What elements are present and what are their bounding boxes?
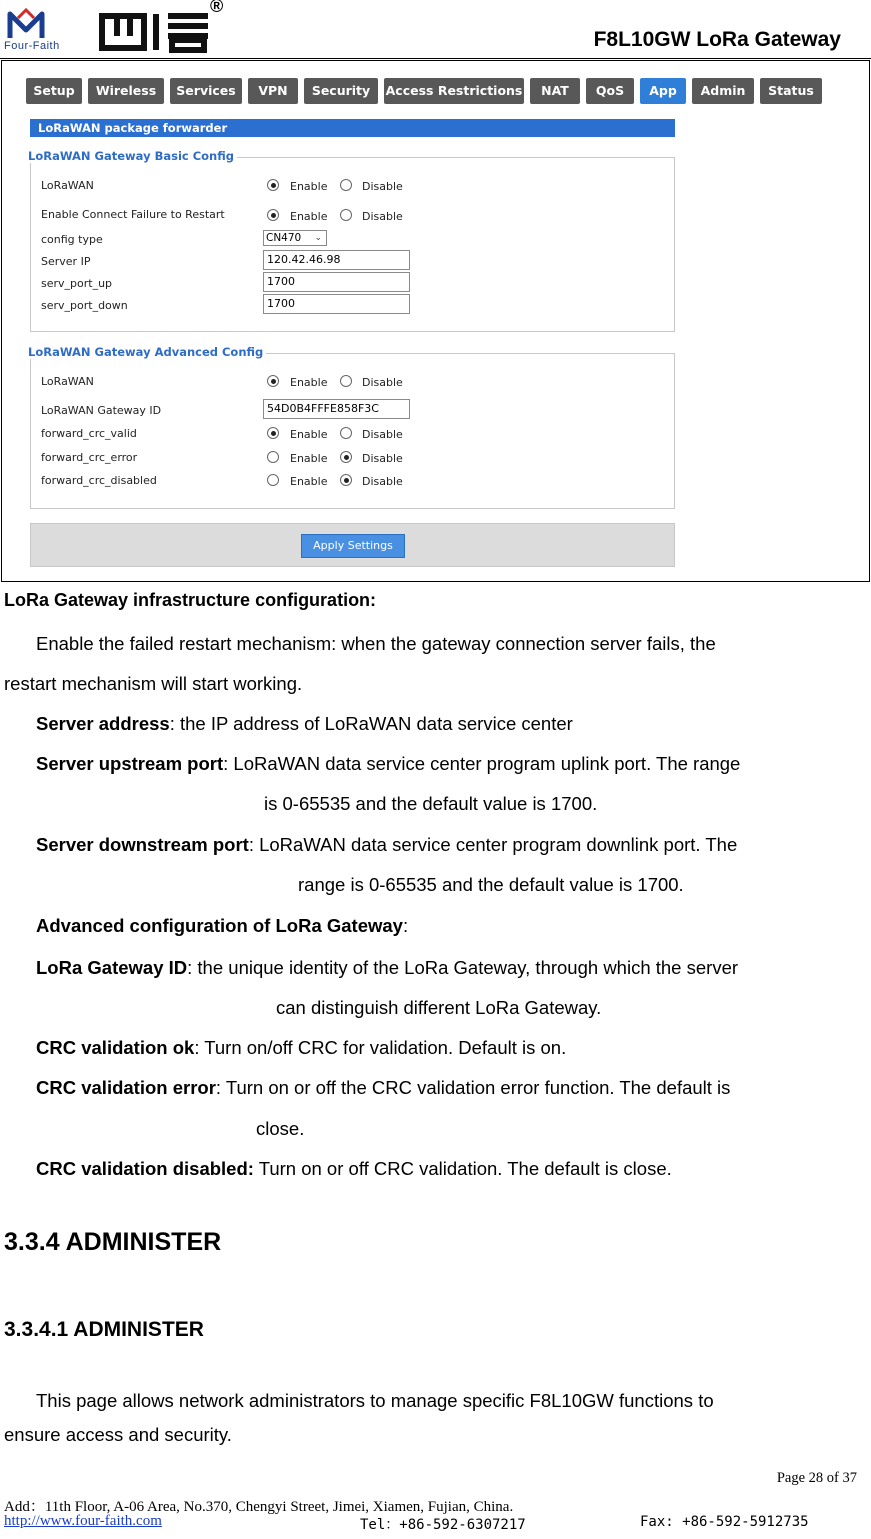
row-label: serv_port_down xyxy=(41,299,128,312)
basic-config-fieldset xyxy=(28,149,675,332)
row-label: forward_crc_disabled xyxy=(41,474,157,487)
disable-label: Disable xyxy=(362,376,403,389)
package-title: LoRaWAN package forwarder xyxy=(30,119,675,137)
description: : Turn on/off CRC for validation. Default is on. xyxy=(194,1037,567,1058)
paragraph-line: ensure access and security. xyxy=(4,1424,232,1445)
disable-label: Disable xyxy=(362,428,403,441)
crc-error-item xyxy=(36,1077,730,1099)
advanced-config-legend: LoRaWAN Gateway Advanced Config xyxy=(25,345,266,359)
term: Server upstream port xyxy=(36,753,224,774)
tab-wireless[interactable]: Wireless xyxy=(88,78,164,104)
section-heading: LoRa Gateway infrastructure configuration: xyxy=(4,590,377,610)
enable-label: Enable xyxy=(290,475,328,488)
description: : LoRaWAN data service center program downlink port. The xyxy=(248,834,738,855)
heading-3-3-4: 3.3.4 ADMINISTER xyxy=(4,1228,222,1256)
advanced-config-fieldset xyxy=(28,345,675,509)
tab-vpn[interactable]: VPN xyxy=(248,78,298,104)
crc-error-enable-radio[interactable] xyxy=(267,451,279,463)
term: CRC validation error xyxy=(36,1077,216,1098)
crc-error-disable-radio[interactable] xyxy=(340,451,352,463)
paragraph-line: is 0-65535 and the default value is 1700. xyxy=(264,793,598,814)
serv-port-down-input[interactable]: 1700 xyxy=(263,294,410,314)
apply-settings-button[interactable]: Apply Settings xyxy=(301,534,405,558)
crc-disabled-item xyxy=(36,1158,672,1180)
paragraph-line: restart mechanism will start working. xyxy=(4,673,303,694)
tab-app[interactable]: App xyxy=(640,78,686,104)
tab-services[interactable]: Services xyxy=(170,78,242,104)
heading-3-3-4-1: 3.3.4.1 ADMINISTER xyxy=(4,1318,204,1341)
config-type-select[interactable] xyxy=(263,230,327,246)
row-label: config type xyxy=(41,233,103,246)
ui-screenshot xyxy=(1,60,870,582)
footer-fax: Fax: +86-592-5912735 xyxy=(640,1514,809,1530)
enable-label: Enable xyxy=(290,210,328,223)
lorawan-enable-radio[interactable] xyxy=(267,179,279,191)
page-number: Page 28 of 37 xyxy=(776,1470,857,1486)
restart-disable-radio[interactable] xyxy=(340,209,352,221)
gateway-id-input[interactable]: 54D0B4FFFE858F3C xyxy=(263,399,410,419)
enable-label: Enable xyxy=(290,180,328,193)
footer-tel: Tel：+86-592-6307217 xyxy=(360,1517,526,1533)
paragraph-line: can distinguish different LoRa Gateway. xyxy=(276,997,602,1018)
disable-label: Disable xyxy=(362,452,403,465)
term: Advanced configuration of LoRa Gateway xyxy=(36,915,403,936)
description: Turn on or off CRC validation. The default is close. xyxy=(253,1158,672,1179)
enable-label: Enable xyxy=(290,428,328,441)
server-ip-input[interactable]: 120.42.46.98 xyxy=(263,250,410,270)
crc-valid-enable-radio[interactable] xyxy=(267,427,279,439)
crc-disabled-enable-radio[interactable] xyxy=(267,474,279,486)
tab-status[interactable]: Status xyxy=(760,78,822,104)
serv-port-up-input[interactable]: 1700 xyxy=(263,272,410,292)
row-label: serv_port_up xyxy=(41,277,113,290)
row-label: forward_crc_valid xyxy=(41,427,137,440)
enable-label: Enable xyxy=(290,376,328,389)
tab-security[interactable]: Security xyxy=(304,78,378,104)
row-label: LoRaWAN xyxy=(41,179,94,192)
tab-access-restrictions[interactable]: Access Restrictions xyxy=(384,78,524,104)
document-title: F8L10GW LoRa Gateway xyxy=(593,28,841,51)
downstream-item xyxy=(36,834,737,856)
term: Server address xyxy=(36,713,170,734)
row-label: forward_crc_error xyxy=(41,451,138,464)
crc-ok-item xyxy=(36,1037,566,1059)
gateway-id-item xyxy=(36,957,738,979)
upstream-item xyxy=(36,753,740,775)
description: : the unique identity of the LoRa Gateway, through which the server xyxy=(187,957,739,978)
term: CRC validation disabled: xyxy=(36,1158,254,1179)
crc-valid-disable-radio[interactable] xyxy=(340,427,352,439)
description: : the IP address of LoRaWAN data service center xyxy=(169,713,573,734)
website-link[interactable]: http://www.four-faith.com xyxy=(4,1513,162,1529)
apply-bar xyxy=(30,523,675,567)
tab-nat[interactable]: NAT xyxy=(530,78,580,104)
row-label: Enable Connect Failure to Restart xyxy=(41,208,225,221)
disable-label: Disable xyxy=(362,475,403,488)
row-label: LoRaWAN xyxy=(41,375,94,388)
tab-setup[interactable]: Setup xyxy=(26,78,82,104)
restart-enable-radio[interactable] xyxy=(267,209,279,221)
term: LoRa Gateway ID xyxy=(36,957,188,978)
chevron-down-icon: ⌄ xyxy=(314,233,322,243)
adv-lorawan-disable-radio[interactable] xyxy=(340,375,352,387)
term: CRC validation ok xyxy=(36,1037,195,1058)
crc-disabled-disable-radio[interactable] xyxy=(340,474,352,486)
brand-name-en: Four-Faith xyxy=(4,40,60,52)
basic-config-legend: LoRaWAN Gateway Basic Config xyxy=(25,149,237,163)
adv-lorawan-enable-radio[interactable] xyxy=(267,375,279,387)
config-type-value: CN470 xyxy=(266,232,302,244)
paragraph-line: Enable the failed restart mechanism: when the gateway connection server fails, the xyxy=(36,633,716,654)
tab-admin[interactable]: Admin xyxy=(692,78,754,104)
footer-address: Add：11th Floor, A-06 Area, No.370, Chengyi Street, Jimei, Xiamen, Fujian, China. xyxy=(4,1499,514,1515)
description: : LoRaWAN data service center program uplink port. The range xyxy=(223,753,741,774)
page-header xyxy=(0,0,871,59)
advanced-heading xyxy=(36,915,408,937)
term: Server downstream port xyxy=(36,834,249,855)
description: : Turn on or off the CRC validation error function. The default is xyxy=(215,1077,731,1098)
row-label: LoRaWAN Gateway ID xyxy=(41,404,162,417)
server-address-item xyxy=(36,713,573,735)
registered-mark: ® xyxy=(210,0,224,16)
tab-qos[interactable]: QoS xyxy=(586,78,634,104)
paragraph-line: close. xyxy=(256,1118,305,1139)
disable-label: Disable xyxy=(362,180,403,193)
row-label: Server IP xyxy=(41,255,91,268)
colon: : xyxy=(402,915,409,936)
enable-label: Enable xyxy=(290,452,328,465)
paragraph-line: range is 0-65535 and the default value is 1700. xyxy=(298,874,684,895)
disable-label: Disable xyxy=(362,210,403,223)
paragraph-line: This page allows network administrators to manage specific F8L10GW functions to xyxy=(36,1390,714,1411)
lorawan-disable-radio[interactable] xyxy=(340,179,352,191)
